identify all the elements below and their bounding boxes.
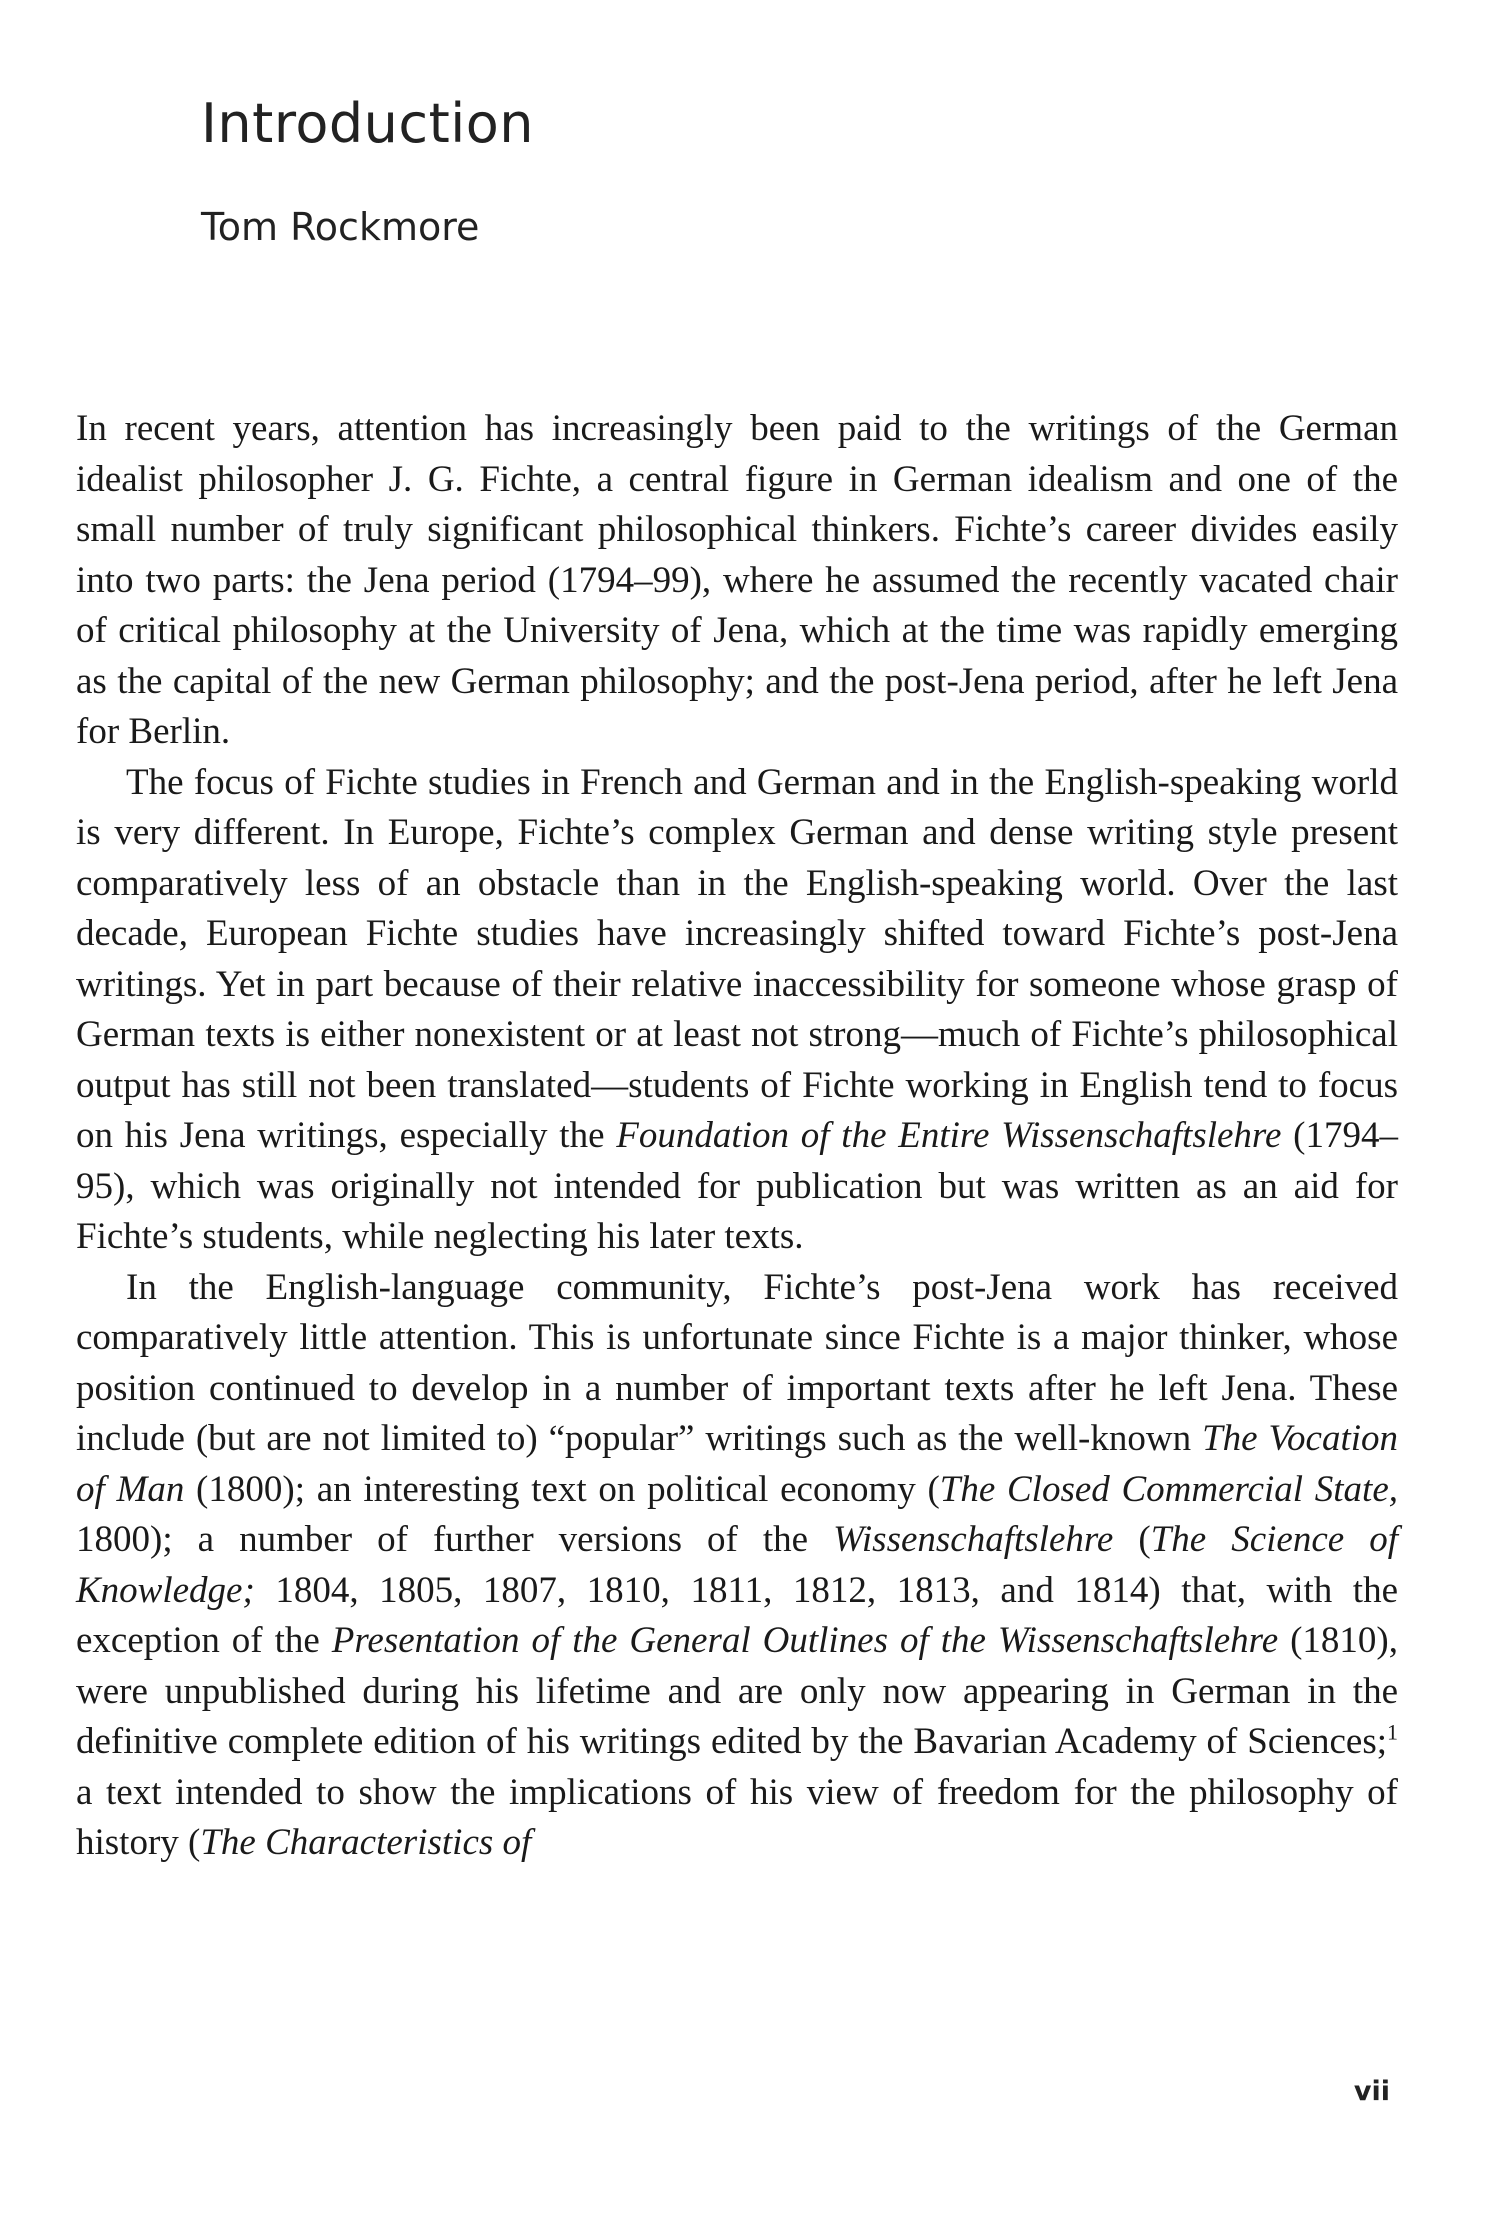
work-title-foundation: Foundation of the Entire Wissenschaftslehre bbox=[616, 1115, 1282, 1156]
chapter-author: Tom Rockmore bbox=[201, 205, 480, 249]
work-title-science-of-knowledge: The Science of Knowledge; bbox=[76, 1519, 1398, 1611]
paragraph-3-text: (1810), were unpublished during his lifetime and are only now appearing in German in the definitive complete edition of his writings edited by the Bavarian Academy of Sciences; bbox=[76, 1620, 1398, 1762]
work-title-presentation: Presentation of the General Outlines of the Wissenschaftslehre bbox=[331, 1620, 1279, 1661]
paragraph-3-text: ( bbox=[1113, 1519, 1151, 1560]
paragraph-3 bbox=[76, 1263, 1398, 1869]
work-title-closed-commercial-state: The Closed Commercial State, bbox=[939, 1468, 1398, 1510]
chapter-title: Introduction bbox=[201, 92, 535, 155]
paragraph-3-text: a text intended to show the implications of his view of freedom for the philosophy of history ( bbox=[76, 1771, 1398, 1863]
paragraph-3-text: 1800); a number of further versions of the bbox=[76, 1519, 834, 1560]
work-title-characteristics: The Characteristics of bbox=[200, 1822, 532, 1863]
footnote-marker[interactable]: 1 bbox=[1387, 1719, 1398, 1745]
page-number: vii bbox=[1353, 2076, 1390, 2107]
paragraph-3-text: 1804, 1805, 1807, 1810, 1811, 1812, 1813, and 1814) that, with the exception of the bbox=[76, 1569, 1398, 1661]
paragraph-2-text: (1794–95), which was originally not intended for publication but was written as an aid for Fichte’s students, while neglecting his later texts. bbox=[76, 1115, 1398, 1257]
paragraph-3-text: (1800); an interesting text on political economy ( bbox=[184, 1468, 940, 1510]
paragraph-2-text: The focus of Fichte studies in French and German and in the English-speaking world is very different. In Europe, Fichte’s complex German and dense writing style present comparatively less of an obstacle than in the English-speaking world. Over the last decade, European Fichte studies have increasingly shifted toward Fichte’s post-Jena writings. Yet in part because of their relative inaccessibility for someone whose grasp of German texts is either nonexistent or at least not strong—much of Fichte’s philosophical output has still not been translated—students of Fichte working in English tend to focus on his Jena writings, especially the bbox=[76, 761, 1398, 1156]
work-title-vocation-of-man: The Vocation of Man bbox=[76, 1418, 1398, 1510]
body-text bbox=[76, 404, 1398, 1869]
paragraph-1: In recent years, attention has increasingly been paid to the writings of the German idealist philosopher J. G. Fichte, a central figure in German idealism and one of the small number of truly significant philosophical thinkers. Fichte’s career divides easily into two parts: the Jena period (1794–99), where he assumed the recently vacated chair of critical philosophy at the University of Jena, which at the time was rapidly emerging as the capital of the new German philosophy; and the post-Jena period, after he left Jena for Berlin. bbox=[76, 408, 1398, 752]
work-title-wissenschaftslehre: Wissenschaftslehre bbox=[833, 1519, 1114, 1560]
paragraph-3-text: In the English-language community, Fichte’s post-Jena work has received comparatively little attention. This is unfortunate since Fichte is a major thinker, whose position continued to develop in a number of important texts after he left Jena. These include (but are not limited to) “popular” writings such as the well-known bbox=[76, 1266, 1398, 1459]
paragraph-2 bbox=[76, 758, 1398, 1263]
